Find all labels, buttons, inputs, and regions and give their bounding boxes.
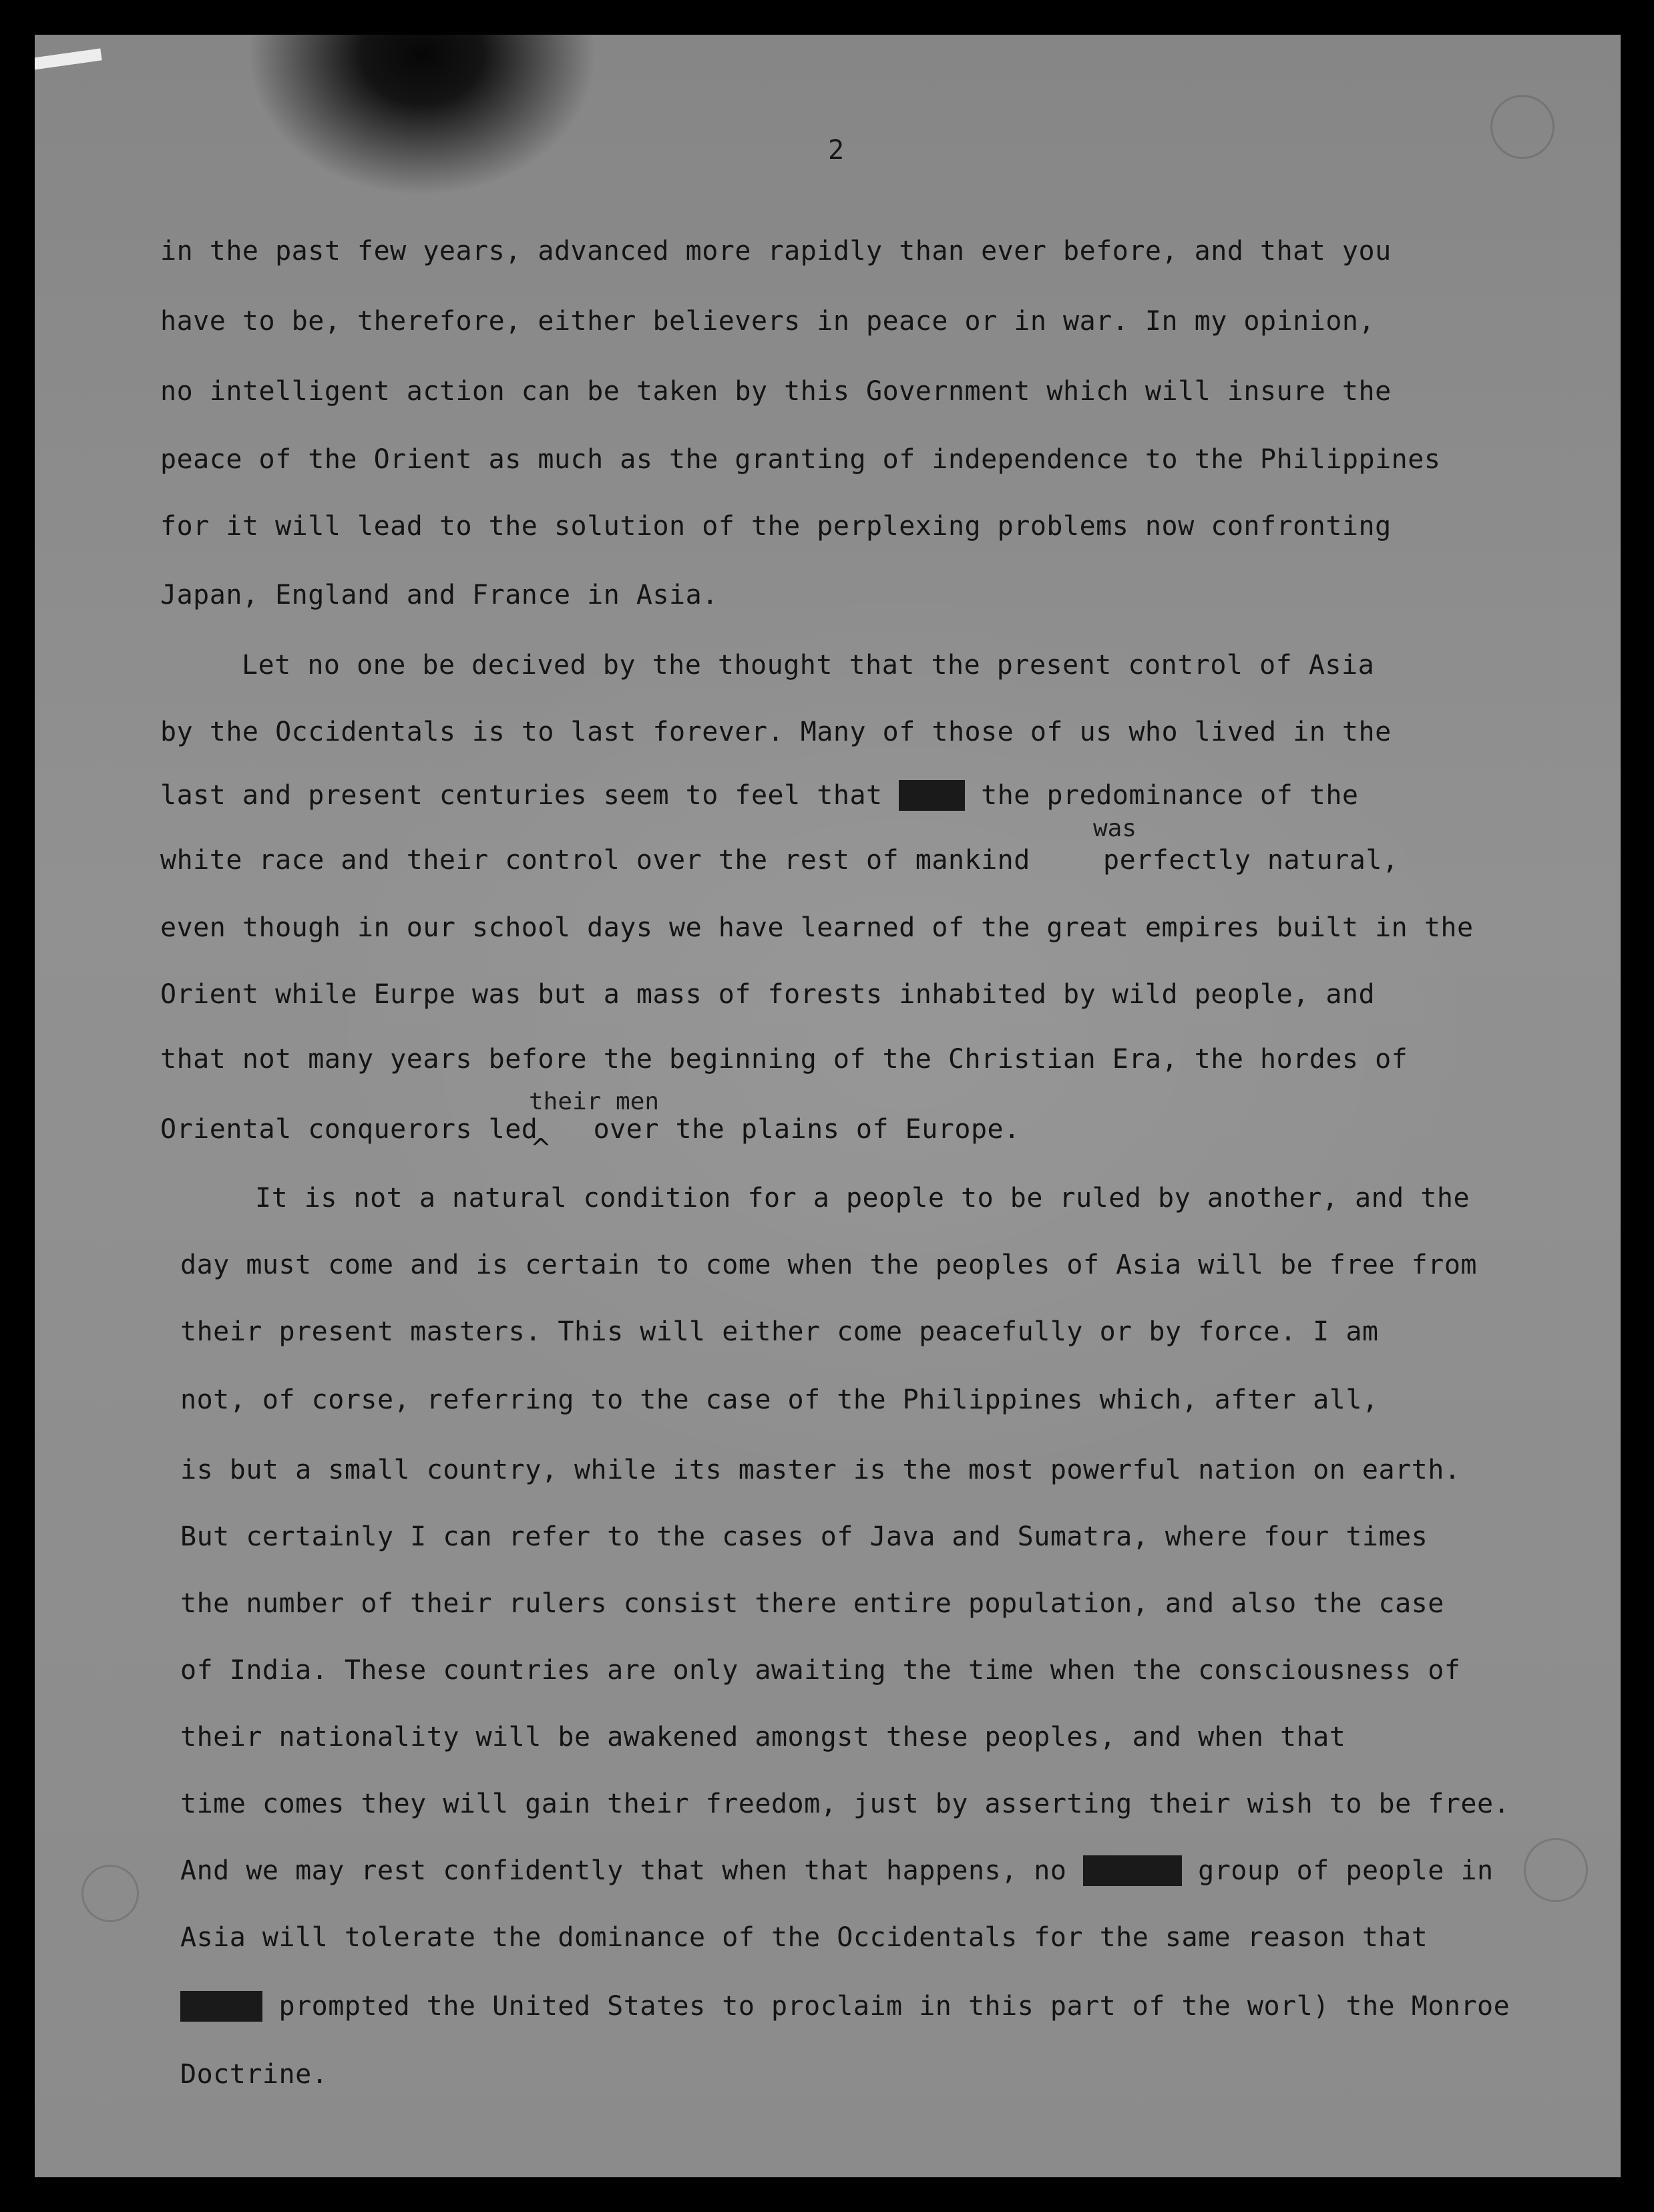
text-line-19: is but a small country, while its master is the most powerful nation on earth.: [180, 1455, 1461, 1485]
punch-hole-bottom: [1524, 1838, 1588, 1902]
text-line-2: have to be, therefore, either believers in peace or in war. In my opinion,: [160, 306, 1376, 337]
text-line-10: [160, 844, 1399, 876]
insertion-paren: ): [1313, 1991, 1329, 2022]
insertion-their-men: their men: [529, 1088, 660, 1115]
struck-word-people: people: [1083, 1855, 1182, 1886]
punch-hole-left: [81, 1865, 139, 1922]
document-page: [35, 35, 1621, 2177]
text-line-9: [160, 779, 1359, 811]
text-line-1: in the past few years, advanced more rapidly than ever before, and that you: [160, 236, 1392, 266]
text-line-9-start: last and present centuries seem to feel that: [160, 780, 883, 811]
struck-word-that: that: [899, 780, 965, 811]
insertion-caret: ^: [530, 1133, 552, 1163]
text-line-25-start: And we may rest confidently that when that happens, no: [180, 1855, 1067, 1886]
text-line-28: Doctrine.: [180, 2059, 329, 2090]
struck-word-thaxm: thaxM: [180, 1991, 262, 2022]
punch-hole-top: [1490, 95, 1555, 159]
text-line-25: [180, 1855, 1494, 1887]
text-line-11: even though in our school days we have learned of the great empires built in the: [160, 912, 1474, 943]
text-line-24: time comes they will gain their freedom, just by asserting their wish to be free.: [180, 1789, 1510, 1819]
text-line-5: for it will lead to the solution of the perplexing problems now confronting: [160, 511, 1392, 542]
text-line-27-end: the Monroe: [1346, 1991, 1510, 2022]
insertion-was: was: [1093, 815, 1137, 842]
text-line-25-end: group of people in: [1198, 1855, 1494, 1886]
text-line-4: peace of the Orient as much as the granting of independence to the Philippines: [160, 444, 1441, 475]
text-line-15: It is not a natural condition for a people to be ruled by another, and the: [255, 1183, 1470, 1214]
text-line-27-start: prompted the United States to proclaim in this part of the worl: [278, 1991, 1313, 2022]
text-line-10-end: perfectly natural,: [1103, 845, 1399, 876]
text-line-17: their present masters. This will either come peacefully or by force. I am: [180, 1316, 1379, 1347]
text-line-7: Let no one be decived by the thought that the present control of Asia: [242, 650, 1375, 681]
text-line-20: But certainly I can refer to the cases of Java and Sumatra, where four times: [180, 1521, 1428, 1552]
text-line-16: day must come and is certain to come when the peoples of Asia will be free from: [180, 1250, 1477, 1280]
text-line-14: [160, 1113, 1020, 1145]
text-line-12: Orient while Eurpe was but a mass of forests inhabited by wild people, and: [160, 979, 1376, 1010]
text-line-23: their nationality will be awakened amongst these peoples, and when that: [180, 1722, 1346, 1753]
text-line-10-start: white race and their control over the rest of mankind: [160, 845, 1030, 876]
text-line-18: not, of corse, referring to the case of the Philippines which, after all,: [180, 1385, 1379, 1415]
torn-corner: [35, 48, 102, 70]
text-line-3: no intelligent action can be taken by this Government which will insure the: [160, 376, 1392, 407]
text-line-13: that not many years before the beginning of the Christian Era, the hordes of: [160, 1044, 1408, 1075]
text-line-21: the number of their rulers consist there entire population, and also the case: [180, 1588, 1444, 1619]
text-line-6: Japan, England and France in Asia.: [160, 580, 718, 610]
text-line-22: of India. These countries are only awaiting the time when the consciousness of: [180, 1655, 1461, 1686]
text-line-27: [180, 1990, 1510, 2022]
text-line-26: Asia will tolerate the dominance of the Occidentals for the same reason that: [180, 1922, 1428, 1953]
page-number: 2: [828, 135, 845, 166]
text-line-8: by the Occidentals is to last forever. Many of those of us who lived in the: [160, 717, 1392, 747]
text-line-14-end: over the plains of Europe.: [593, 1114, 1020, 1145]
text-line-14-start: Oriental conquerors led: [160, 1114, 538, 1145]
text-line-9-end: the predominance of the: [981, 780, 1359, 811]
